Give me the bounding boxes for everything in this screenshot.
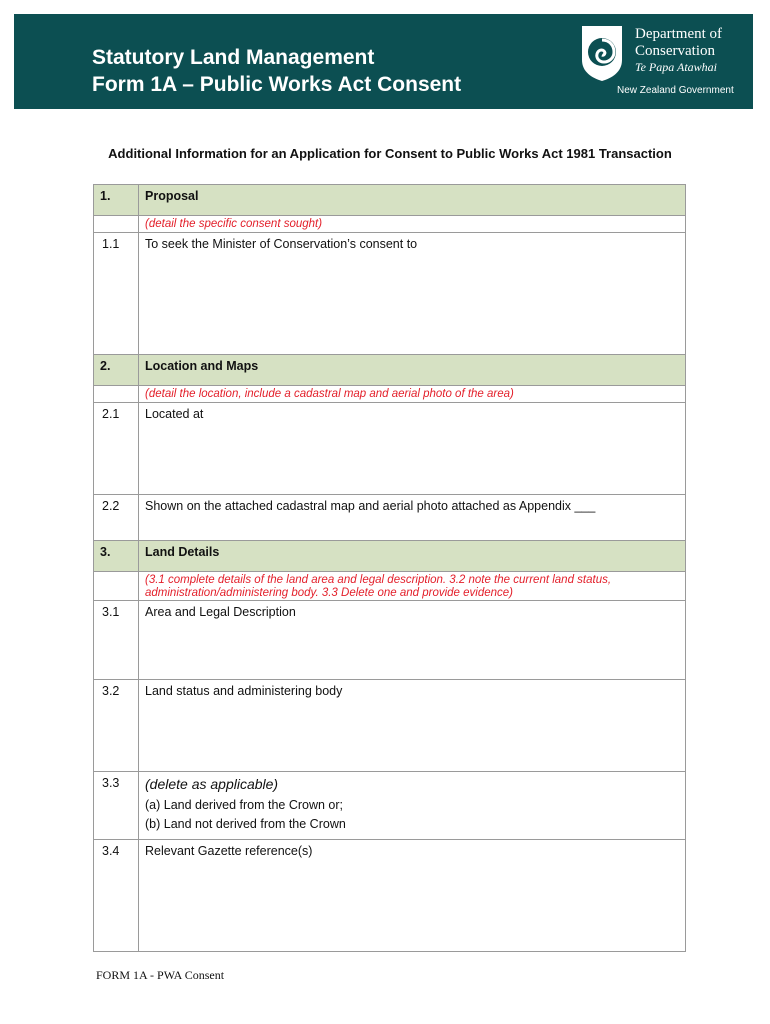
doc-logo [580, 24, 750, 104]
row-2-2-text: Shown on the attached cadastral map and aerial photo attached as Appendix ___ [145, 499, 596, 513]
doc-fern-logo-icon [580, 24, 624, 82]
section-3-title: Land Details [145, 545, 220, 559]
page-footer: FORM 1A - PWA Consent [96, 968, 225, 982]
section-1-header [94, 185, 686, 216]
logo-text-government: New Zealand Government [617, 85, 734, 96]
section-2-hint-row [94, 386, 686, 403]
row-3-1-number: 3.1 [102, 605, 120, 619]
section-1-title: Proposal [145, 189, 199, 203]
row-3-3-instruction: (delete as applicable) [145, 776, 279, 792]
form-title [92, 44, 461, 98]
row-2-2-number: 2.2 [102, 499, 120, 513]
row-1-1-text: To seek the Minister of Conservation’s consent to [145, 237, 418, 251]
row-3-2-number: 3.2 [102, 684, 120, 698]
section-2-hint: (detail the location, include a cadastral map and aerial photo of the area) [145, 388, 514, 400]
row-3-4-text: Relevant Gazette reference(s) [145, 844, 313, 858]
row-3-2[interactable] [94, 680, 686, 772]
row-3-1[interactable] [94, 601, 686, 680]
row-3-4-number: 3.4 [102, 844, 120, 858]
document-heading: Additional Information for an Application for Consent to Public Works Act 1981 Transaction [108, 146, 672, 161]
row-3-4[interactable] [94, 840, 686, 952]
row-3-1-text: Area and Legal Description [145, 605, 296, 619]
section-2-header [94, 355, 686, 386]
row-3-3[interactable] [94, 772, 686, 840]
row-2-1-number: 2.1 [102, 407, 120, 421]
section-1-number: 1. [100, 189, 111, 203]
section-3-hint: (3.1 complete details of the land area and legal description. 3.2 note the current land status, administration/administering body. 3.3 Delete one and provide evidence) [145, 574, 612, 599]
row-2-1-text: Located at [145, 407, 204, 421]
section-2-title: Location and Maps [145, 359, 259, 373]
form-title-line2: Form 1A – Public Works Act Consent [92, 73, 462, 96]
section-1-hint: (detail the specific consent sought) [145, 218, 323, 230]
consent-form-table [93, 184, 686, 952]
row-1-1-number: 1.1 [102, 237, 120, 251]
option-a-crown-derived[interactable]: (a) Land derived from the Crown or; [145, 798, 344, 812]
row-3-2-text: Land status and administering body [145, 684, 343, 698]
section-2-number: 2. [100, 359, 111, 373]
logo-text-maori: Te Papa Atawhai [635, 60, 718, 74]
logo-text-conservation: Conservation [635, 43, 715, 59]
logo-text-department: Department of [635, 26, 723, 42]
section-3-number: 3. [100, 545, 111, 559]
section-3-header [94, 541, 686, 572]
row-2-1[interactable] [94, 403, 686, 495]
row-3-3-number: 3.3 [102, 776, 120, 790]
option-b-not-crown-derived[interactable]: (b) Land not derived from the Crown [145, 817, 346, 831]
form-title-line1: Statutory Land Management [92, 46, 375, 69]
section-1-hint-row [94, 216, 686, 233]
row-2-2[interactable] [94, 495, 686, 541]
section-3-hint-row [94, 572, 686, 601]
row-1-1[interactable] [94, 233, 686, 355]
